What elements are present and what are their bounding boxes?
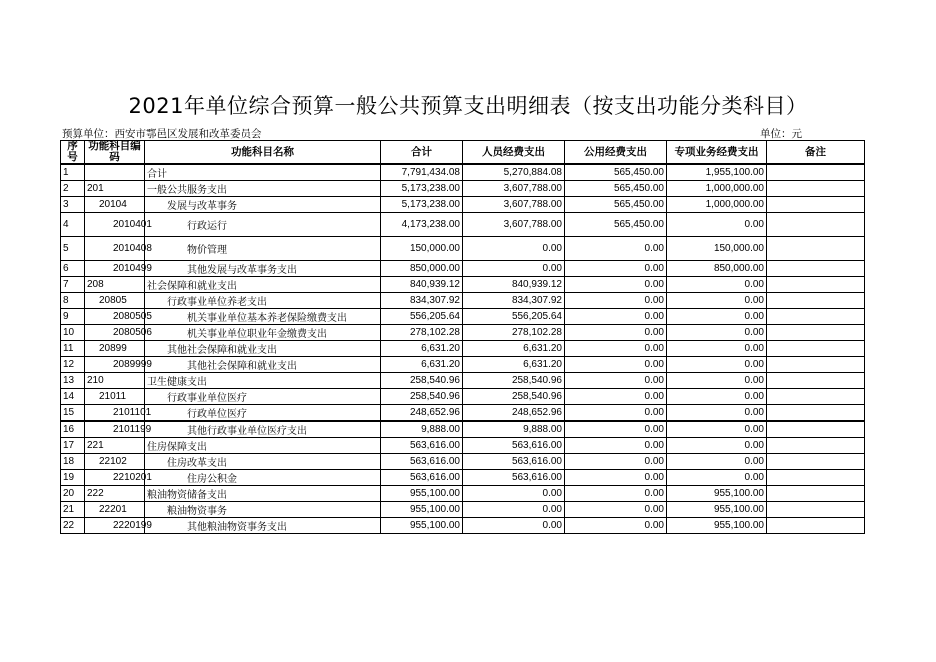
row-code-cell: 208 xyxy=(85,277,145,293)
row-code-cell: 2220199 xyxy=(85,518,145,534)
table-row xyxy=(61,277,865,293)
row-special-cell: 0.00 xyxy=(667,213,767,237)
row-seq-cell: 14 xyxy=(61,389,85,405)
table-row xyxy=(61,454,865,470)
row-personnel-cell: 834,307.92 xyxy=(463,293,565,309)
row-seq-cell: 21 xyxy=(61,502,85,518)
page-title: 2021年单位综合预算一般公共预算支出明细表（按支出功能分类科目） xyxy=(128,94,808,118)
row-special-cell: 0.00 xyxy=(667,421,767,438)
table-row xyxy=(61,237,865,261)
row-seq-cell: 2 xyxy=(61,181,85,197)
row-name-cell: 发展与改革事务 xyxy=(145,197,381,213)
table-row xyxy=(61,213,865,237)
row-special-cell: 0.00 xyxy=(667,309,767,325)
row-seq-cell: 1 xyxy=(61,164,85,181)
row-special-cell: 850,000.00 xyxy=(667,261,767,277)
row-total-cell: 278,102.28 xyxy=(381,325,463,341)
row-remarks-cell xyxy=(767,325,865,341)
row-public-cell: 0.00 xyxy=(565,341,667,357)
row-code-cell: 20805 xyxy=(85,293,145,309)
row-remarks-cell xyxy=(767,421,865,438)
row-personnel-cell: 258,540.96 xyxy=(463,373,565,389)
row-code-cell xyxy=(85,164,145,181)
table-row xyxy=(61,164,865,181)
row-personnel-cell: 556,205.64 xyxy=(463,309,565,325)
row-personnel-cell: 5,270,884.08 xyxy=(463,164,565,181)
row-name-cell: 一般公共服务支出 xyxy=(145,181,381,197)
header-seq: 序号 xyxy=(61,141,85,165)
row-seq-cell: 15 xyxy=(61,405,85,422)
row-personnel-cell: 248,652.96 xyxy=(463,405,565,422)
row-seq-cell: 8 xyxy=(61,293,85,309)
table-row xyxy=(61,486,865,502)
row-special-cell: 1,955,100.00 xyxy=(667,164,767,181)
currency-unit-label: 单位：元 xyxy=(760,128,802,140)
row-name-cell: 粮油物资事务 xyxy=(145,502,381,518)
row-code-cell: 210 xyxy=(85,373,145,389)
row-remarks-cell xyxy=(767,213,865,237)
row-public-cell: 0.00 xyxy=(565,373,667,389)
row-code-cell: 221 xyxy=(85,438,145,454)
row-code-cell: 21011 xyxy=(85,389,145,405)
row-public-cell: 0.00 xyxy=(565,357,667,373)
header-total: 合计 xyxy=(381,141,463,165)
row-code-cell: 2010499 xyxy=(85,261,145,277)
row-total-cell: 563,616.00 xyxy=(381,438,463,454)
table-row xyxy=(61,357,865,373)
row-special-cell: 0.00 xyxy=(667,389,767,405)
row-remarks-cell xyxy=(767,277,865,293)
table-row xyxy=(61,325,865,341)
header-remarks: 备注 xyxy=(767,141,865,165)
row-special-cell: 0.00 xyxy=(667,325,767,341)
row-name-cell: 行政运行 xyxy=(145,213,381,237)
row-personnel-cell: 6,631.20 xyxy=(463,357,565,373)
row-total-cell: 4,173,238.00 xyxy=(381,213,463,237)
row-remarks-cell xyxy=(767,373,865,389)
row-public-cell: 565,450.00 xyxy=(565,181,667,197)
row-name-cell: 粮油物资储备支出 xyxy=(145,486,381,502)
row-special-cell: 0.00 xyxy=(667,373,767,389)
row-personnel-cell: 0.00 xyxy=(463,502,565,518)
row-remarks-cell xyxy=(767,197,865,213)
table-row xyxy=(61,181,865,197)
row-special-cell: 150,000.00 xyxy=(667,237,767,261)
row-code-cell: 2010401 xyxy=(85,213,145,237)
row-name-cell: 机关事业单位基本养老保险缴费支出 xyxy=(145,309,381,325)
row-code-cell: 2080505 xyxy=(85,309,145,325)
row-special-cell: 0.00 xyxy=(667,341,767,357)
row-total-cell: 258,540.96 xyxy=(381,373,463,389)
row-seq-cell: 7 xyxy=(61,277,85,293)
row-name-cell: 其他发展与改革事务支出 xyxy=(145,261,381,277)
row-code-cell: 22102 xyxy=(85,454,145,470)
row-remarks-cell xyxy=(767,470,865,486)
row-name-cell: 其他行政事业单位医疗支出 xyxy=(145,421,381,438)
row-total-cell: 563,616.00 xyxy=(381,454,463,470)
row-seq-cell: 6 xyxy=(61,261,85,277)
row-special-cell: 0.00 xyxy=(667,405,767,422)
row-personnel-cell: 278,102.28 xyxy=(463,325,565,341)
row-remarks-cell xyxy=(767,164,865,181)
table-row xyxy=(61,261,865,277)
table-row xyxy=(61,197,865,213)
row-seq-cell: 16 xyxy=(61,421,85,438)
row-public-cell: 0.00 xyxy=(565,309,667,325)
row-total-cell: 5,173,238.00 xyxy=(381,181,463,197)
table-row xyxy=(61,438,865,454)
row-remarks-cell xyxy=(767,357,865,373)
row-total-cell: 850,000.00 xyxy=(381,261,463,277)
row-remarks-cell xyxy=(767,438,865,454)
row-public-cell: 0.00 xyxy=(565,293,667,309)
table-row xyxy=(61,502,865,518)
row-remarks-cell xyxy=(767,293,865,309)
table-row xyxy=(61,309,865,325)
header-public: 公用经费支出 xyxy=(565,141,667,165)
row-total-cell: 9,888.00 xyxy=(381,421,463,438)
row-total-cell: 955,100.00 xyxy=(381,486,463,502)
row-remarks-cell xyxy=(767,454,865,470)
row-personnel-cell: 840,939.12 xyxy=(463,277,565,293)
row-public-cell: 0.00 xyxy=(565,470,667,486)
row-name-cell: 住房改革支出 xyxy=(145,454,381,470)
table-row xyxy=(61,405,865,422)
row-special-cell: 0.00 xyxy=(667,454,767,470)
row-name-cell: 住房公积金 xyxy=(145,470,381,486)
row-remarks-cell xyxy=(767,486,865,502)
budget-unit-label: 预算单位：西安市鄠邑区发展和改革委员会 xyxy=(62,128,262,140)
row-personnel-cell: 3,607,788.00 xyxy=(463,213,565,237)
row-special-cell: 955,100.00 xyxy=(667,502,767,518)
row-seq-cell: 12 xyxy=(61,357,85,373)
row-seq-cell: 22 xyxy=(61,518,85,534)
budget-table xyxy=(60,140,865,534)
row-total-cell: 955,100.00 xyxy=(381,518,463,534)
row-public-cell: 0.00 xyxy=(565,454,667,470)
table-header-row xyxy=(61,141,865,165)
row-name-cell: 卫生健康支出 xyxy=(145,373,381,389)
table-row xyxy=(61,341,865,357)
header-personnel: 人员经费支出 xyxy=(463,141,565,165)
row-name-cell: 其他粮油物资事务支出 xyxy=(145,518,381,534)
row-total-cell: 150,000.00 xyxy=(381,237,463,261)
table-row xyxy=(61,518,865,534)
row-code-cell: 2089999 xyxy=(85,357,145,373)
row-public-cell: 0.00 xyxy=(565,438,667,454)
row-name-cell: 其他社会保障和就业支出 xyxy=(145,341,381,357)
row-special-cell: 1,000,000.00 xyxy=(667,181,767,197)
row-personnel-cell: 3,607,788.00 xyxy=(463,181,565,197)
row-total-cell: 563,616.00 xyxy=(381,470,463,486)
row-public-cell: 0.00 xyxy=(565,237,667,261)
row-total-cell: 5,173,238.00 xyxy=(381,197,463,213)
row-public-cell: 565,450.00 xyxy=(565,197,667,213)
table-row xyxy=(61,470,865,486)
row-special-cell: 0.00 xyxy=(667,438,767,454)
row-special-cell: 1,000,000.00 xyxy=(667,197,767,213)
row-total-cell: 258,540.96 xyxy=(381,389,463,405)
row-seq-cell: 13 xyxy=(61,373,85,389)
row-name-cell: 社会保障和就业支出 xyxy=(145,277,381,293)
row-special-cell: 955,100.00 xyxy=(667,518,767,534)
row-seq-cell: 17 xyxy=(61,438,85,454)
row-seq-cell: 18 xyxy=(61,454,85,470)
row-code-cell: 2101199 xyxy=(85,421,145,438)
row-remarks-cell xyxy=(767,518,865,534)
row-public-cell: 0.00 xyxy=(565,518,667,534)
row-code-cell: 2010408 xyxy=(85,237,145,261)
table-row xyxy=(61,389,865,405)
row-public-cell: 565,450.00 xyxy=(565,213,667,237)
row-total-cell: 248,652.96 xyxy=(381,405,463,422)
table-row xyxy=(61,293,865,309)
row-public-cell: 565,450.00 xyxy=(565,164,667,181)
header-code: 功能科目编码 xyxy=(85,141,145,165)
row-name-cell: 物价管理 xyxy=(145,237,381,261)
row-public-cell: 0.00 xyxy=(565,325,667,341)
row-code-cell: 222 xyxy=(85,486,145,502)
row-code-cell: 2101101 xyxy=(85,405,145,422)
row-personnel-cell: 0.00 xyxy=(463,518,565,534)
row-personnel-cell: 563,616.00 xyxy=(463,470,565,486)
row-seq-cell: 20 xyxy=(61,486,85,502)
row-code-cell: 2080506 xyxy=(85,325,145,341)
row-remarks-cell xyxy=(767,341,865,357)
row-total-cell: 7,791,434.08 xyxy=(381,164,463,181)
row-seq-cell: 3 xyxy=(61,197,85,213)
row-personnel-cell: 9,888.00 xyxy=(463,421,565,438)
row-public-cell: 0.00 xyxy=(565,421,667,438)
row-personnel-cell: 0.00 xyxy=(463,486,565,502)
table-row xyxy=(61,421,865,438)
row-name-cell: 机关事业单位职业年金缴费支出 xyxy=(145,325,381,341)
row-name-cell: 合计 xyxy=(145,164,381,181)
row-personnel-cell: 3,607,788.00 xyxy=(463,197,565,213)
row-personnel-cell: 0.00 xyxy=(463,237,565,261)
row-personnel-cell: 0.00 xyxy=(463,261,565,277)
row-code-cell: 2210201 xyxy=(85,470,145,486)
header-name: 功能科目名称 xyxy=(145,141,381,165)
row-public-cell: 0.00 xyxy=(565,502,667,518)
row-remarks-cell xyxy=(767,389,865,405)
row-seq-cell: 19 xyxy=(61,470,85,486)
row-seq-cell: 10 xyxy=(61,325,85,341)
row-code-cell: 201 xyxy=(85,181,145,197)
row-special-cell: 0.00 xyxy=(667,293,767,309)
row-total-cell: 6,631.20 xyxy=(381,357,463,373)
row-public-cell: 0.00 xyxy=(565,486,667,502)
row-special-cell: 0.00 xyxy=(667,357,767,373)
row-special-cell: 0.00 xyxy=(667,277,767,293)
row-special-cell: 0.00 xyxy=(667,470,767,486)
row-special-cell: 955,100.00 xyxy=(667,486,767,502)
row-personnel-cell: 258,540.96 xyxy=(463,389,565,405)
row-seq-cell: 5 xyxy=(61,237,85,261)
row-remarks-cell xyxy=(767,405,865,422)
row-remarks-cell xyxy=(767,502,865,518)
row-name-cell: 行政单位医疗 xyxy=(145,405,381,422)
row-name-cell: 住房保障支出 xyxy=(145,438,381,454)
row-total-cell: 834,307.92 xyxy=(381,293,463,309)
row-public-cell: 0.00 xyxy=(565,261,667,277)
row-total-cell: 955,100.00 xyxy=(381,502,463,518)
row-seq-cell: 11 xyxy=(61,341,85,357)
row-personnel-cell: 6,631.20 xyxy=(463,341,565,357)
row-total-cell: 840,939.12 xyxy=(381,277,463,293)
row-total-cell: 6,631.20 xyxy=(381,341,463,357)
row-public-cell: 0.00 xyxy=(565,405,667,422)
row-remarks-cell xyxy=(767,261,865,277)
row-public-cell: 0.00 xyxy=(565,389,667,405)
row-code-cell: 20899 xyxy=(85,341,145,357)
row-seq-cell: 9 xyxy=(61,309,85,325)
row-personnel-cell: 563,616.00 xyxy=(463,438,565,454)
header-special: 专项业务经费支出 xyxy=(667,141,767,165)
row-personnel-cell: 563,616.00 xyxy=(463,454,565,470)
row-remarks-cell xyxy=(767,181,865,197)
row-code-cell: 22201 xyxy=(85,502,145,518)
row-public-cell: 0.00 xyxy=(565,277,667,293)
row-seq-cell: 4 xyxy=(61,213,85,237)
row-remarks-cell xyxy=(767,237,865,261)
row-total-cell: 556,205.64 xyxy=(381,309,463,325)
row-remarks-cell xyxy=(767,309,865,325)
row-name-cell: 其他社会保障和就业支出 xyxy=(145,357,381,373)
table-row xyxy=(61,373,865,389)
row-code-cell: 20104 xyxy=(85,197,145,213)
row-name-cell: 行政事业单位养老支出 xyxy=(145,293,381,309)
row-name-cell: 行政事业单位医疗 xyxy=(145,389,381,405)
